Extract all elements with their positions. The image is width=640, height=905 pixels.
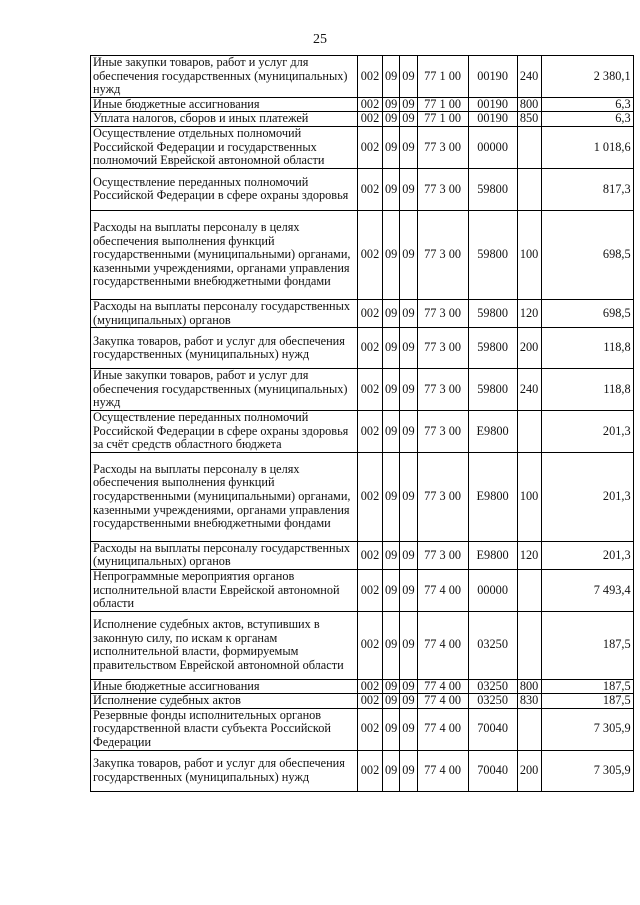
target-article-suffix: 70040 <box>468 750 517 791</box>
section-code: 09 <box>383 410 400 452</box>
row-name: Расходы на выплаты персоналу государственных (муниципальных) органов <box>91 299 358 327</box>
subsection-code: 09 <box>400 569 417 611</box>
section-code: 09 <box>383 541 400 569</box>
subsection-code: 09 <box>400 750 417 791</box>
section-code: 09 <box>383 452 400 541</box>
table-row <box>91 299 634 327</box>
target-article-suffix: E9800 <box>468 541 517 569</box>
expense-type-code <box>517 708 541 750</box>
target-article-code: 77 4 00 <box>417 569 468 611</box>
subsection-code: 09 <box>400 97 417 112</box>
table-row <box>91 369 634 411</box>
row-amount: 118,8 <box>541 369 633 411</box>
ved-code: 002 <box>358 750 383 791</box>
ved-code: 002 <box>358 694 383 709</box>
section-code: 09 <box>383 369 400 411</box>
row-name: Осуществление отдельных полномочий Российской Федерации и государственных полномочий Еврейской автономной области <box>91 126 358 168</box>
row-name: Осуществление переданных полномочий Российской Федерации в сфере охраны здоровья <box>91 168 358 210</box>
expense-type-code: 100 <box>517 210 541 299</box>
target-article-suffix: 03250 <box>468 679 517 694</box>
row-amount: 698,5 <box>541 299 633 327</box>
row-amount: 201,3 <box>541 410 633 452</box>
section-code: 09 <box>383 112 400 127</box>
target-article-suffix: 00190 <box>468 56 517 98</box>
budget-table-body <box>91 56 634 792</box>
expense-type-code <box>517 569 541 611</box>
target-article-code: 77 3 00 <box>417 369 468 411</box>
target-article-suffix: 00190 <box>468 112 517 127</box>
row-amount: 187,5 <box>541 694 633 709</box>
row-amount: 817,3 <box>541 168 633 210</box>
ved-code: 002 <box>358 97 383 112</box>
row-amount: 7 305,9 <box>541 708 633 750</box>
section-code: 09 <box>383 611 400 679</box>
target-article-code: 77 3 00 <box>417 452 468 541</box>
target-article-suffix: 59800 <box>468 168 517 210</box>
expense-type-code: 800 <box>517 679 541 694</box>
row-name: Уплата налогов, сборов и иных платежей <box>91 112 358 127</box>
expense-type-code: 200 <box>517 750 541 791</box>
subsection-code: 09 <box>400 56 417 98</box>
section-code: 09 <box>383 708 400 750</box>
ved-code: 002 <box>358 611 383 679</box>
row-amount: 6,3 <box>541 112 633 127</box>
target-article-code: 77 4 00 <box>417 750 468 791</box>
target-article-code: 77 4 00 <box>417 679 468 694</box>
ved-code: 002 <box>358 569 383 611</box>
ved-code: 002 <box>358 410 383 452</box>
expense-type-code <box>517 410 541 452</box>
target-article-code: 77 3 00 <box>417 410 468 452</box>
table-row <box>91 541 634 569</box>
section-code: 09 <box>383 210 400 299</box>
row-amount: 698,5 <box>541 210 633 299</box>
row-name: Расходы на выплаты персоналу в целях обеспечения выполнения функций государственными (муниципальными) органами, казенными учреждениями, органами управления государственными внебюджетными фондами <box>91 452 358 541</box>
row-amount: 6,3 <box>541 97 633 112</box>
subsection-code: 09 <box>400 611 417 679</box>
target-article-suffix: 70040 <box>468 708 517 750</box>
row-amount: 118,8 <box>541 328 633 369</box>
target-article-code: 77 3 00 <box>417 299 468 327</box>
expense-type-code <box>517 168 541 210</box>
row-name: Исполнение судебных актов <box>91 694 358 709</box>
target-article-suffix: 59800 <box>468 210 517 299</box>
row-name: Иные бюджетные ассигнования <box>91 97 358 112</box>
row-name: Исполнение судебных актов, вступивших в законную силу, по искам к органам исполнительной власти, формируемым правительством Еврейской автономной области <box>91 611 358 679</box>
target-article-suffix: 03250 <box>468 694 517 709</box>
subsection-code: 09 <box>400 369 417 411</box>
subsection-code: 09 <box>400 679 417 694</box>
budget-table <box>90 55 634 792</box>
target-article-code: 77 1 00 <box>417 112 468 127</box>
subsection-code: 09 <box>400 452 417 541</box>
table-row <box>91 694 634 709</box>
target-article-code: 77 3 00 <box>417 126 468 168</box>
section-code: 09 <box>383 168 400 210</box>
row-amount: 1 018,6 <box>541 126 633 168</box>
subsection-code: 09 <box>400 328 417 369</box>
row-amount: 2 380,1 <box>541 56 633 98</box>
row-name: Резервные фонды исполнительных органов государственной власти субъекта Российской Федерации <box>91 708 358 750</box>
ved-code: 002 <box>358 708 383 750</box>
target-article-code: 77 4 00 <box>417 694 468 709</box>
section-code: 09 <box>383 569 400 611</box>
expense-type-code <box>517 611 541 679</box>
target-article-suffix: 59800 <box>468 328 517 369</box>
target-article-code: 77 3 00 <box>417 168 468 210</box>
expense-type-code: 100 <box>517 452 541 541</box>
table-row <box>91 126 634 168</box>
row-name: Расходы на выплаты персоналу государственных (муниципальных) органов <box>91 541 358 569</box>
expense-type-code: 240 <box>517 369 541 411</box>
subsection-code: 09 <box>400 210 417 299</box>
table-row <box>91 210 634 299</box>
page-number: 25 <box>313 32 327 47</box>
table-row <box>91 708 634 750</box>
target-article-code: 77 3 00 <box>417 541 468 569</box>
subsection-code: 09 <box>400 708 417 750</box>
target-article-suffix: E9800 <box>468 452 517 541</box>
table-row <box>91 569 634 611</box>
subsection-code: 09 <box>400 694 417 709</box>
ved-code: 002 <box>358 112 383 127</box>
ved-code: 002 <box>358 679 383 694</box>
table-row <box>91 97 634 112</box>
row-amount: 187,5 <box>541 611 633 679</box>
subsection-code: 09 <box>400 168 417 210</box>
section-code: 09 <box>383 328 400 369</box>
ved-code: 002 <box>358 328 383 369</box>
ved-code: 002 <box>358 541 383 569</box>
row-name: Иные бюджетные ассигнования <box>91 679 358 694</box>
expense-type-code: 240 <box>517 56 541 98</box>
target-article-suffix: 59800 <box>468 299 517 327</box>
subsection-code: 09 <box>400 112 417 127</box>
row-amount: 7 305,9 <box>541 750 633 791</box>
row-name: Закупка товаров, работ и услуг для обеспечения государственных (муниципальных) нужд <box>91 328 358 369</box>
ved-code: 002 <box>358 369 383 411</box>
table-row <box>91 452 634 541</box>
section-code: 09 <box>383 126 400 168</box>
row-name: Непрограммные мероприятия органов исполнительной власти Еврейской автономной области <box>91 569 358 611</box>
expense-type-code: 850 <box>517 112 541 127</box>
table-row <box>91 168 634 210</box>
ved-code: 002 <box>358 56 383 98</box>
target-article-code: 77 1 00 <box>417 97 468 112</box>
table-row <box>91 112 634 127</box>
subsection-code: 09 <box>400 410 417 452</box>
subsection-code: 09 <box>400 299 417 327</box>
row-name: Иные закупки товаров, работ и услуг для обеспечения государственных (муниципальных) нужд <box>91 369 358 411</box>
table-row <box>91 750 634 791</box>
expense-type-code <box>517 126 541 168</box>
section-code: 09 <box>383 679 400 694</box>
target-article-suffix: 00190 <box>468 97 517 112</box>
target-article-suffix: 00000 <box>468 569 517 611</box>
expense-type-code: 120 <box>517 299 541 327</box>
table-row <box>91 611 634 679</box>
section-code: 09 <box>383 299 400 327</box>
table-row <box>91 328 634 369</box>
subsection-code: 09 <box>400 541 417 569</box>
target-article-code: 77 1 00 <box>417 56 468 98</box>
ved-code: 002 <box>358 452 383 541</box>
target-article-code: 77 3 00 <box>417 328 468 369</box>
table-row <box>91 56 634 98</box>
target-article-suffix: 59800 <box>468 369 517 411</box>
table-row <box>91 679 634 694</box>
expense-type-code: 200 <box>517 328 541 369</box>
section-code: 09 <box>383 694 400 709</box>
section-code: 09 <box>383 97 400 112</box>
row-amount: 187,5 <box>541 679 633 694</box>
target-article-suffix: E9800 <box>468 410 517 452</box>
table-row <box>91 410 634 452</box>
target-article-code: 77 4 00 <box>417 611 468 679</box>
expense-type-code: 800 <box>517 97 541 112</box>
row-name: Закупка товаров, работ и услуг для обеспечения государственных (муниципальных) нужд <box>91 750 358 791</box>
ved-code: 002 <box>358 299 383 327</box>
expense-type-code: 120 <box>517 541 541 569</box>
row-name: Расходы на выплаты персоналу в целях обеспечения выполнения функций государственными (муниципальными) органами, казенными учреждениями, органами управления государственными внебюджетными фондами <box>91 210 358 299</box>
ved-code: 002 <box>358 210 383 299</box>
row-name: Иные закупки товаров, работ и услуг для обеспечения государственных (муниципальных) нужд <box>91 56 358 98</box>
ved-code: 002 <box>358 126 383 168</box>
row-name: Осуществление переданных полномочий Российской Федерации в сфере охраны здоровья за счёт средств областного бюджета <box>91 410 358 452</box>
target-article-suffix: 03250 <box>468 611 517 679</box>
target-article-code: 77 4 00 <box>417 708 468 750</box>
section-code: 09 <box>383 750 400 791</box>
row-amount: 201,3 <box>541 452 633 541</box>
ved-code: 002 <box>358 168 383 210</box>
expense-type-code: 830 <box>517 694 541 709</box>
subsection-code: 09 <box>400 126 417 168</box>
target-article-code: 77 3 00 <box>417 210 468 299</box>
row-amount: 7 493,4 <box>541 569 633 611</box>
section-code: 09 <box>383 56 400 98</box>
target-article-suffix: 00000 <box>468 126 517 168</box>
row-amount: 201,3 <box>541 541 633 569</box>
